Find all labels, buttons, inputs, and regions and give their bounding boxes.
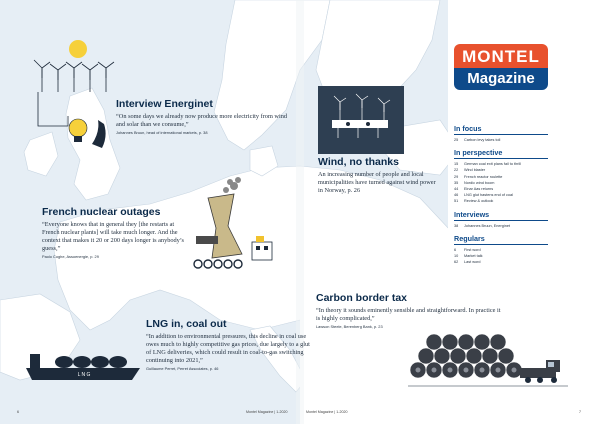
logo-magazine: Magazine (454, 68, 548, 90)
article-heading: LNG in, coal out (146, 318, 227, 330)
toc-item[interactable]: 15 German coal exit plans fail to thrill (454, 162, 521, 167)
article-heading: French nuclear outages (42, 206, 161, 218)
toc-section-title: In focus (454, 124, 482, 133)
lng-ship-illustration (24, 348, 142, 382)
article-attribution: Paolo Coghe, Assoenergie, p. 29 (42, 254, 99, 260)
cooling-tower-icon (208, 194, 242, 258)
toc-item[interactable]: 46 LNG glut hastens end of coal (454, 193, 513, 198)
montel-magazine-logo (454, 44, 548, 90)
toc-item[interactable]: 10 Market talk (454, 254, 483, 259)
toc-section-interviews (454, 210, 564, 229)
wind-protest-illustration (318, 86, 404, 154)
article-quote: “Everyone knows that in general they [the restarts at French nuclear plants] will take much longer. And the context that makes it 20 or 200 days longer is anybody’s guess,” (42, 221, 185, 253)
article-heading: Wind, no thanks (318, 156, 399, 168)
article-energinet (116, 98, 296, 135)
wind-solar-lightbulb-illustration (28, 36, 136, 156)
steel-coils-truck-illustration (408, 318, 568, 394)
article-lng (146, 318, 312, 371)
table-of-contents (454, 124, 564, 265)
toc-item[interactable]: 35 Nordic wind boom (454, 180, 495, 185)
article-quote: “On some days we already now produce more electricity from wind and solar than we consume,” (116, 113, 288, 129)
article-quote: An increasing number of people and local municipalities have turned against wind power in Norway, p. 26 (318, 171, 436, 195)
toc-item[interactable]: 44 Einar Aas returns (454, 187, 494, 192)
article-heading: Carbon border tax (316, 292, 408, 304)
footer-right-title: Montel Magazine | 1-2020 (306, 410, 348, 414)
article-quote: “In addition to environmental pressures, this decline in coal use owes much to highly competitive gas prices, due largely to a glut of LNG deliveries, which could result in coal-to-gas switching continuing into 2021,” (146, 333, 310, 365)
toc-section-title: In perspective (454, 148, 503, 158)
article-attribution: Guillaume Perret, Perret Associates, p. 46 (146, 366, 219, 372)
article-heading: Interview Energinet (116, 98, 213, 110)
toc-section-regulars (454, 234, 564, 266)
nuclear-plant-illustration (186, 176, 280, 272)
toc-item[interactable]: 25 Carbon levy takes toll (454, 138, 501, 142)
toc-section-title: Regulars (454, 233, 485, 243)
toc-item[interactable]: 29 French reactor roulette (454, 174, 503, 179)
article-attribution: Lawson Steele, Berenberg Bank, p. 23 (316, 324, 383, 330)
logo-montel: MONTEL (454, 44, 548, 68)
footer-right-page-number: 7 (579, 410, 581, 414)
toc-item[interactable]: 51 Review & outlook (454, 199, 494, 204)
article-quote: “In theory it sounds eminently sensible and straightforward. In practice it is highly complicated,” (316, 307, 501, 323)
toc-item[interactable]: 6 First word (454, 247, 481, 252)
ship-label: L N G (77, 372, 91, 378)
toc-section-in-focus (454, 124, 564, 143)
toc-item[interactable]: 62 Last word (454, 260, 481, 265)
article-attribution: Johannes Bruun, head of international markets, p. 38 (116, 130, 208, 136)
sun-icon (69, 40, 87, 58)
footer-left-page-number: 6 (17, 410, 19, 414)
footer-left-title: Montel Magazine | 1-2020 (246, 410, 288, 414)
toc-item[interactable]: 38 Johannes Bruun, Energinet (454, 223, 511, 228)
toc-item[interactable]: 22 Wind blaster (454, 168, 486, 173)
article-nuclear (42, 206, 192, 259)
article-wind (318, 156, 442, 195)
lightbulb-icon (69, 119, 87, 137)
toc-section-in-perspective (454, 148, 564, 204)
toc-section-title: Interviews (454, 209, 490, 219)
